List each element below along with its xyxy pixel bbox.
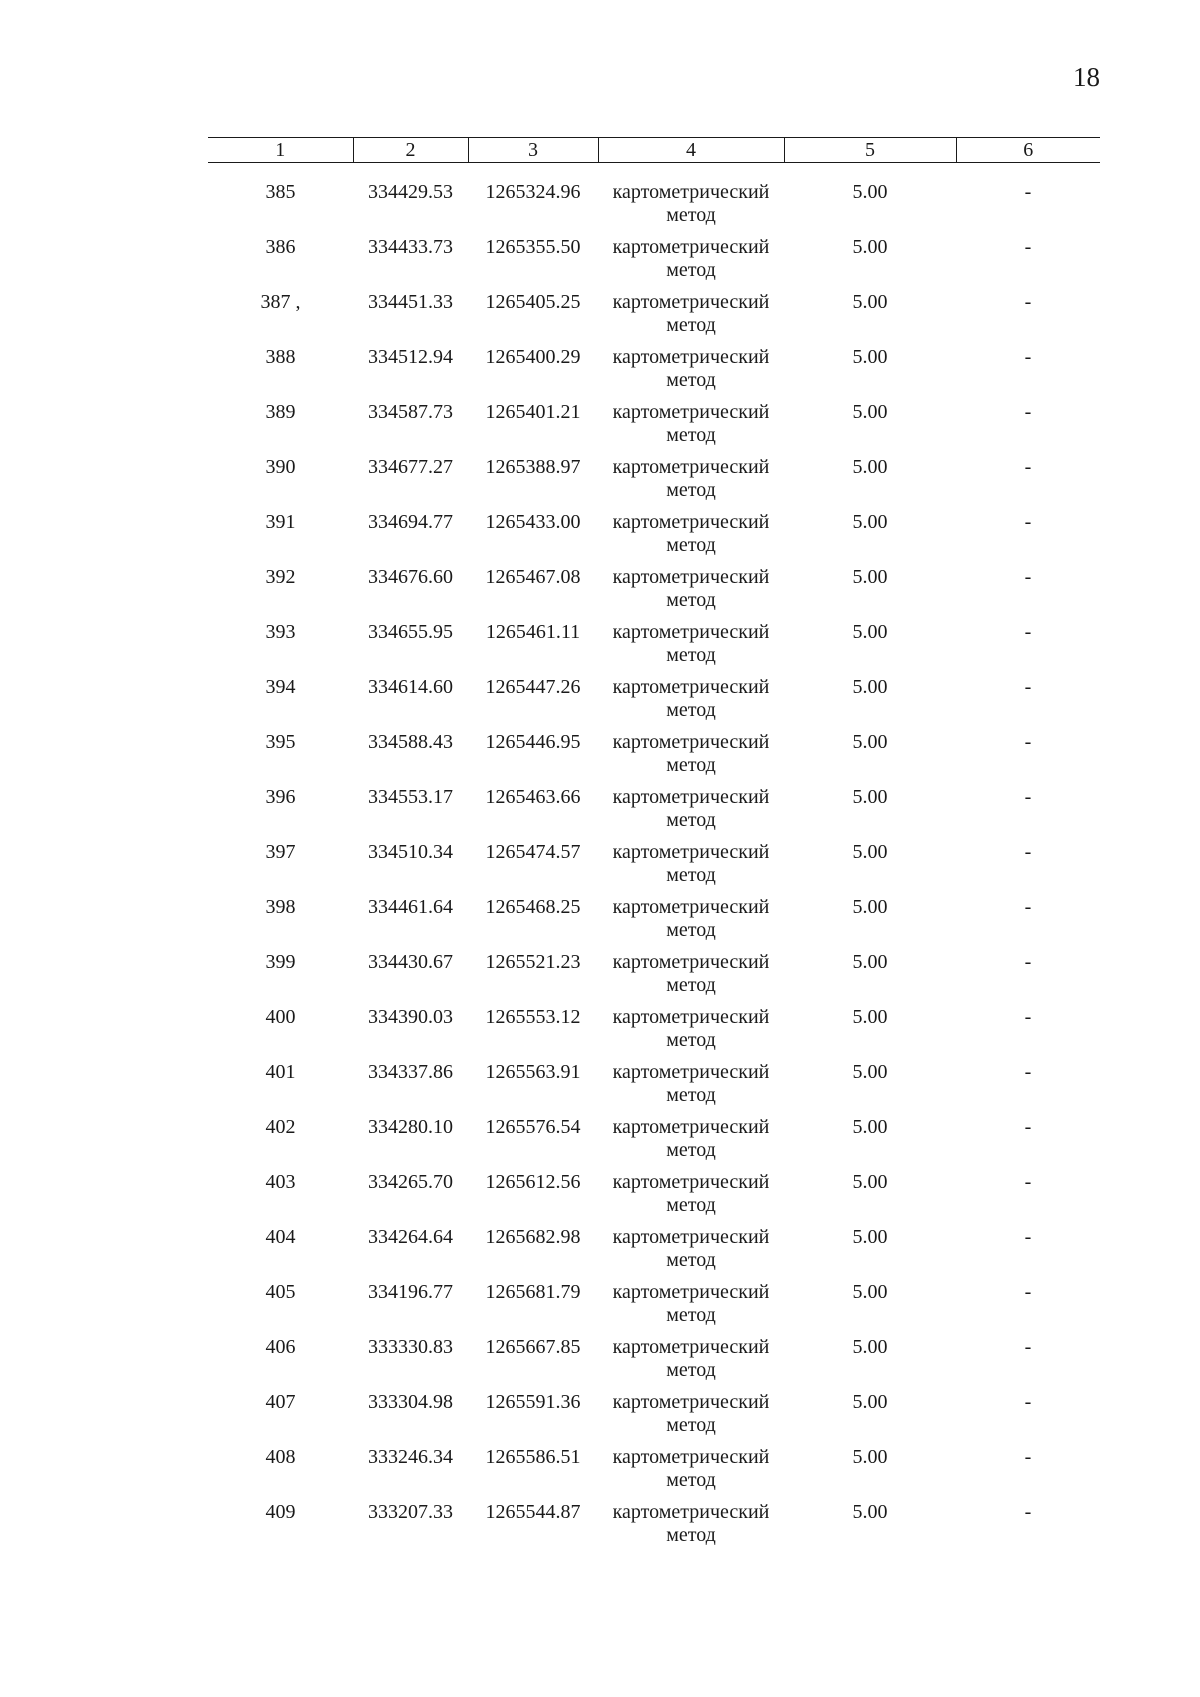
x-coordinate-cell: 333207.33 xyxy=(368,1501,453,1523)
method-line: картометрический xyxy=(612,401,770,423)
method-line: метод xyxy=(666,1304,716,1326)
method-line: картометрический xyxy=(612,951,770,973)
table-row xyxy=(208,621,1100,676)
x-coordinate-cell: 334587.73 xyxy=(368,401,453,423)
point-number-cell: 397 xyxy=(265,841,296,863)
method-line: метод xyxy=(666,1414,716,1436)
precision-cell: 5.00 xyxy=(852,346,888,368)
note-cell: - xyxy=(1024,676,1032,698)
table-row xyxy=(208,1446,1100,1501)
method-cell xyxy=(598,1006,784,1061)
method-cell xyxy=(598,1171,784,1226)
y-coordinate-cell: 1265681.79 xyxy=(485,1281,581,1303)
note-cell: - xyxy=(1024,731,1032,753)
method-line: метод xyxy=(666,534,716,556)
precision-cell: 5.00 xyxy=(852,1501,888,1523)
method-line: метод xyxy=(666,589,716,611)
table-body xyxy=(208,163,1100,1557)
table-row xyxy=(208,346,1100,401)
precision-cell: 5.00 xyxy=(852,401,888,423)
precision-cell: 5.00 xyxy=(852,566,888,588)
method-line: метод xyxy=(666,259,716,281)
note-cell: - xyxy=(1024,1171,1032,1193)
method-cell xyxy=(598,1391,784,1446)
precision-cell: 5.00 xyxy=(852,786,888,808)
y-coordinate-cell: 1265553.12 xyxy=(485,1006,581,1028)
method-line: картометрический xyxy=(612,676,770,698)
method-line: метод xyxy=(666,1194,716,1216)
method-cell xyxy=(598,731,784,786)
x-coordinate-cell: 334512.94 xyxy=(368,346,453,368)
method-line: картометрический xyxy=(612,731,770,753)
page-number: 18 xyxy=(1073,62,1100,92)
x-coordinate-cell: 334390.03 xyxy=(368,1006,453,1028)
method-cell xyxy=(598,896,784,951)
precision-cell: 5.00 xyxy=(852,236,888,258)
note-cell: - xyxy=(1024,1226,1032,1248)
table-row xyxy=(208,676,1100,731)
y-coordinate-cell: 1265544.87 xyxy=(485,1501,581,1523)
method-line: метод xyxy=(666,369,716,391)
method-cell xyxy=(598,676,784,731)
table-row xyxy=(208,1391,1100,1446)
header-col-1: 1 xyxy=(208,138,353,163)
coordinates-table xyxy=(208,137,1100,1556)
header-col-2: 2 xyxy=(353,138,468,163)
method-cell xyxy=(598,1116,784,1171)
y-coordinate-cell: 1265467.08 xyxy=(485,566,581,588)
method-line: метод xyxy=(666,1139,716,1161)
y-coordinate-cell: 1265355.50 xyxy=(485,236,581,258)
method-line: картометрический xyxy=(612,236,770,258)
point-number-cell: 407 xyxy=(265,1391,296,1413)
precision-cell: 5.00 xyxy=(852,1061,888,1083)
x-coordinate-cell: 333304.98 xyxy=(368,1391,453,1413)
precision-cell: 5.00 xyxy=(852,1281,888,1303)
precision-cell: 5.00 xyxy=(852,456,888,478)
table-row xyxy=(208,1006,1100,1061)
method-line: метод xyxy=(666,1029,716,1051)
table-row xyxy=(208,896,1100,951)
method-line: картометрический xyxy=(612,181,770,203)
table-row xyxy=(208,1116,1100,1171)
point-number-cell: 393 xyxy=(265,621,296,643)
method-cell xyxy=(598,566,784,621)
method-cell xyxy=(598,1061,784,1116)
x-coordinate-cell: 333330.83 xyxy=(368,1336,453,1358)
method-line: метод xyxy=(666,1469,716,1491)
y-coordinate-cell: 1265461.11 xyxy=(485,621,581,643)
y-coordinate-cell: 1265400.29 xyxy=(485,346,581,368)
note-cell: - xyxy=(1024,1061,1032,1083)
x-coordinate-cell: 334588.43 xyxy=(368,731,453,753)
x-coordinate-cell: 334510.34 xyxy=(368,841,453,863)
x-coordinate-cell: 334264.64 xyxy=(368,1226,453,1248)
precision-cell: 5.00 xyxy=(852,951,888,973)
method-line: картометрический xyxy=(612,1501,770,1523)
precision-cell: 5.00 xyxy=(852,841,888,863)
precision-cell: 5.00 xyxy=(852,291,888,313)
point-number-cell: 386 xyxy=(265,236,296,258)
precision-cell: 5.00 xyxy=(852,1171,888,1193)
note-cell: - xyxy=(1024,1006,1032,1028)
precision-cell: 5.00 xyxy=(852,676,888,698)
y-coordinate-cell: 1265401.21 xyxy=(485,401,581,423)
y-coordinate-cell: 1265433.00 xyxy=(485,511,581,533)
table-row xyxy=(208,841,1100,896)
method-line: метод xyxy=(666,314,716,336)
x-coordinate-cell: 334614.60 xyxy=(368,676,453,698)
method-line: метод xyxy=(666,864,716,886)
header-col-5: 5 xyxy=(784,138,956,163)
y-coordinate-cell: 1265667.85 xyxy=(485,1336,581,1358)
note-cell: - xyxy=(1024,1446,1032,1468)
method-line: метод xyxy=(666,919,716,941)
method-cell xyxy=(598,1446,784,1501)
precision-cell: 5.00 xyxy=(852,621,888,643)
x-coordinate-cell: 334433.73 xyxy=(368,236,453,258)
table-row xyxy=(208,1171,1100,1226)
precision-cell: 5.00 xyxy=(852,1006,888,1028)
point-number-cell: 400 xyxy=(265,1006,296,1028)
table-row xyxy=(208,951,1100,1006)
point-number-cell: 408 xyxy=(265,1446,296,1468)
y-coordinate-cell: 1265474.57 xyxy=(485,841,581,863)
x-coordinate-cell: 334265.70 xyxy=(368,1171,453,1193)
x-coordinate-cell: 334461.64 xyxy=(368,896,453,918)
table-row xyxy=(208,401,1100,456)
method-line: картометрический xyxy=(612,1006,770,1028)
y-coordinate-cell: 1265563.91 xyxy=(485,1061,581,1083)
method-cell xyxy=(598,1336,784,1391)
method-line: картометрический xyxy=(612,786,770,808)
method-line: метод xyxy=(666,479,716,501)
x-coordinate-cell: 334676.60 xyxy=(368,566,453,588)
point-number-cell: 404 xyxy=(265,1226,296,1248)
x-coordinate-cell: 333246.34 xyxy=(368,1446,453,1468)
table-row xyxy=(208,1061,1100,1116)
method-line: картометрический xyxy=(612,1116,770,1138)
method-line: метод xyxy=(666,754,716,776)
method-line: метод xyxy=(666,424,716,446)
method-line: метод xyxy=(666,974,716,996)
method-cell xyxy=(598,236,784,291)
point-number-cell: 394 xyxy=(265,676,296,698)
note-cell: - xyxy=(1024,291,1032,313)
precision-cell: 5.00 xyxy=(852,1226,888,1248)
note-cell: - xyxy=(1024,456,1032,478)
note-cell: - xyxy=(1024,1336,1032,1358)
table-row xyxy=(208,291,1100,346)
point-number-cell: 395 xyxy=(265,731,296,753)
point-number-cell: 401 xyxy=(265,1061,296,1083)
point-number-cell: 409 xyxy=(265,1501,296,1523)
x-coordinate-cell: 334553.17 xyxy=(368,786,453,808)
y-coordinate-cell: 1265463.66 xyxy=(485,786,581,808)
precision-cell: 5.00 xyxy=(852,1336,888,1358)
method-line: картометрический xyxy=(612,1336,770,1358)
x-coordinate-cell: 334196.77 xyxy=(368,1281,453,1303)
precision-cell: 5.00 xyxy=(852,896,888,918)
method-line: картометрический xyxy=(612,346,770,368)
method-line: метод xyxy=(666,1084,716,1106)
table-row xyxy=(208,511,1100,566)
header-row xyxy=(208,138,1100,163)
table-row xyxy=(208,1336,1100,1391)
method-cell xyxy=(598,951,784,1006)
table-row xyxy=(208,236,1100,291)
header-col-4: 4 xyxy=(598,138,784,163)
y-coordinate-cell: 1265468.25 xyxy=(485,896,581,918)
table-row xyxy=(208,786,1100,841)
y-coordinate-cell: 1265576.54 xyxy=(485,1116,581,1138)
note-cell: - xyxy=(1024,786,1032,808)
point-number-cell: 388 xyxy=(265,346,296,368)
method-cell xyxy=(598,1281,784,1336)
method-line: картометрический xyxy=(612,1391,770,1413)
method-line: картометрический xyxy=(612,291,770,313)
x-coordinate-cell: 334451.33 xyxy=(368,291,453,313)
coordinates-table-container xyxy=(208,137,1100,1556)
note-cell: - xyxy=(1024,1281,1032,1303)
y-coordinate-cell: 1265446.95 xyxy=(485,731,581,753)
note-cell: - xyxy=(1024,566,1032,588)
x-coordinate-cell: 334337.86 xyxy=(368,1061,453,1083)
point-number-cell: 396 xyxy=(265,786,296,808)
method-cell xyxy=(598,621,784,676)
method-cell xyxy=(598,456,784,511)
x-coordinate-cell: 334694.77 xyxy=(368,511,453,533)
note-cell: - xyxy=(1024,1116,1032,1138)
point-number-cell: 390 xyxy=(265,456,296,478)
method-cell xyxy=(598,401,784,456)
y-coordinate-cell: 1265591.36 xyxy=(485,1391,581,1413)
note-cell: - xyxy=(1024,951,1032,973)
method-line: картометрический xyxy=(612,456,770,478)
precision-cell: 5.00 xyxy=(852,181,888,203)
method-cell xyxy=(598,181,784,236)
point-number-cell: 387 , xyxy=(260,291,301,313)
precision-cell: 5.00 xyxy=(852,1446,888,1468)
x-coordinate-cell: 334429.53 xyxy=(368,181,453,203)
method-line: метод xyxy=(666,1249,716,1271)
note-cell: - xyxy=(1024,841,1032,863)
method-line: метод xyxy=(666,644,716,666)
x-coordinate-cell: 334677.27 xyxy=(368,456,453,478)
note-cell: - xyxy=(1024,511,1032,533)
x-coordinate-cell: 334280.10 xyxy=(368,1116,453,1138)
method-line: метод xyxy=(666,809,716,831)
table-row xyxy=(208,1226,1100,1281)
method-cell xyxy=(598,841,784,896)
x-coordinate-cell: 334430.67 xyxy=(368,951,453,973)
method-line: картометрический xyxy=(612,896,770,918)
method-cell xyxy=(598,1501,784,1556)
precision-cell: 5.00 xyxy=(852,1116,888,1138)
y-coordinate-cell: 1265405.25 xyxy=(485,291,581,313)
note-cell: - xyxy=(1024,346,1032,368)
point-number-cell: 406 xyxy=(265,1336,296,1358)
y-coordinate-cell: 1265447.26 xyxy=(485,676,581,698)
note-cell: - xyxy=(1024,181,1032,203)
x-coordinate-cell: 334655.95 xyxy=(368,621,453,643)
table-row xyxy=(208,456,1100,511)
note-cell: - xyxy=(1024,1391,1032,1413)
table-row xyxy=(208,1281,1100,1336)
method-line: картометрический xyxy=(612,511,770,533)
point-number-cell: 391 xyxy=(265,511,296,533)
point-number-cell: 398 xyxy=(265,896,296,918)
precision-cell: 5.00 xyxy=(852,511,888,533)
precision-cell: 5.00 xyxy=(852,731,888,753)
y-coordinate-cell: 1265586.51 xyxy=(485,1446,581,1468)
y-coordinate-cell: 1265324.96 xyxy=(485,181,581,203)
header-col-6: 6 xyxy=(956,138,1100,163)
table-row xyxy=(208,566,1100,621)
point-number-cell: 385 xyxy=(265,181,296,203)
point-number-cell: 392 xyxy=(265,566,296,588)
y-coordinate-cell: 1265388.97 xyxy=(485,456,581,478)
point-number-cell: 402 xyxy=(265,1116,296,1138)
precision-cell: 5.00 xyxy=(852,1391,888,1413)
note-cell: - xyxy=(1024,896,1032,918)
method-line: картометрический xyxy=(612,1171,770,1193)
point-number-cell: 403 xyxy=(265,1171,296,1193)
note-cell: - xyxy=(1024,236,1032,258)
method-cell xyxy=(598,511,784,566)
y-coordinate-cell: 1265612.56 xyxy=(485,1171,581,1193)
note-cell: - xyxy=(1024,1501,1032,1523)
table-row xyxy=(208,731,1100,786)
note-cell: - xyxy=(1024,621,1032,643)
method-cell xyxy=(598,291,784,346)
y-coordinate-cell: 1265682.98 xyxy=(485,1226,581,1248)
method-line: метод xyxy=(666,699,716,721)
method-line: картометрический xyxy=(612,621,770,643)
point-number-cell: 405 xyxy=(265,1281,296,1303)
point-number-cell: 399 xyxy=(265,951,296,973)
method-line: картометрический xyxy=(612,1061,770,1083)
spacer-row xyxy=(208,163,1100,182)
method-cell xyxy=(598,1226,784,1281)
y-coordinate-cell: 1265521.23 xyxy=(485,951,581,973)
method-line: картометрический xyxy=(612,566,770,588)
method-line: метод xyxy=(666,1524,716,1546)
method-cell xyxy=(598,346,784,401)
method-line: метод xyxy=(666,204,716,226)
method-line: метод xyxy=(666,1359,716,1381)
method-line: картометрический xyxy=(612,1226,770,1248)
method-cell xyxy=(598,786,784,841)
point-number-cell: 389 xyxy=(265,401,296,423)
method-line: картометрический xyxy=(612,1446,770,1468)
method-line: картометрический xyxy=(612,1281,770,1303)
header-col-3: 3 xyxy=(468,138,598,163)
note-cell: - xyxy=(1024,401,1032,423)
method-line: картометрический xyxy=(612,841,770,863)
table-row xyxy=(208,1501,1100,1556)
table-row xyxy=(208,181,1100,236)
